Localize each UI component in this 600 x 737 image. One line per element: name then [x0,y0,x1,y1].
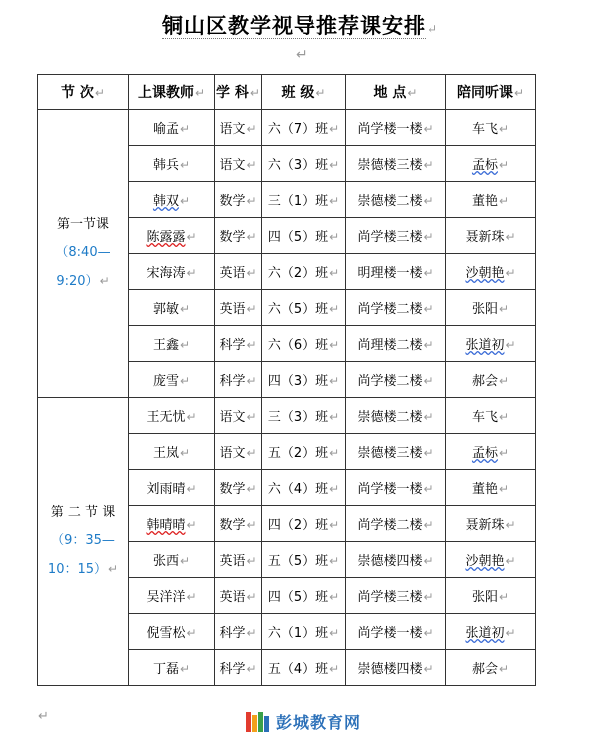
class-cell: 五（4）班↵ [262,650,346,686]
teacher-cell: 韩双↵ [129,182,215,218]
observer-cell: 聂新珠↵ [446,218,536,254]
period-name: 第 二 节 课 [50,505,116,520]
title-text: 铜山区教学视导推荐课安排 [161,13,426,38]
teacher-cell: 吴洋洋↵ [129,578,215,614]
class-cell: 四（5）班↵ [262,218,346,254]
class-cell: 六（4）班↵ [262,470,346,506]
class-cell: 三（3）班↵ [262,398,346,434]
class-cell: 六（5）班↵ [262,290,346,326]
teacher-cell: 丁磊↵ [129,650,215,686]
period-time: （9：35—10：15）↵ [47,533,119,577]
location-cell: 尚学楼一楼↵ [346,614,446,650]
header-observer: 陪同听课↵ [446,75,536,110]
teacher-cell: 韩兵↵ [129,146,215,182]
teacher-cell: 韩晴晴↵ [129,506,215,542]
period-cell [38,110,129,398]
header-location: 地 点↵ [346,75,446,110]
class-cell: 六（6）班↵ [262,326,346,362]
observer-cell: 车飞↵ [446,398,536,434]
location-cell: 尚学楼一楼↵ [346,110,446,146]
teacher-cell: 陈露露↵ [129,218,215,254]
location-cell: 尚学楼二楼↵ [346,362,446,398]
header-period: 节 次↵ [38,75,129,110]
observer-cell: 张道初↵ [446,326,536,362]
location-cell: 尚学楼三楼↵ [346,578,446,614]
empty-paragraph-mark: ↵ [296,47,308,63]
subject-cell: 科学↵ [215,614,262,650]
subject-cell: 语文↵ [215,398,262,434]
location-cell: 崇德楼四楼↵ [346,542,446,578]
class-cell: 六（3）班↵ [262,146,346,182]
subject-cell: 语文↵ [215,146,262,182]
location-cell: 崇德楼三楼↵ [346,146,446,182]
observer-cell: 郝会↵ [446,650,536,686]
header-subject: 学 科↵ [215,75,262,110]
observer-cell: 董艳↵ [446,470,536,506]
teacher-cell: 王无忧↵ [129,398,215,434]
teacher-cell: 喻孟↵ [129,110,215,146]
period-time: （8:40—9:20）↵ [55,245,111,289]
paragraph-mark: ↵ [426,22,439,36]
observer-cell: 张阳↵ [446,290,536,326]
class-cell: 三（1）班↵ [262,182,346,218]
page-title [0,10,600,40]
subject-cell: 英语↵ [215,578,262,614]
period-name: 第一节课 [56,217,109,232]
observer-cell: 聂新珠↵ [446,506,536,542]
location-cell: 明理楼一楼↵ [346,254,446,290]
logo-text: 彭城教育网 [276,713,362,732]
teacher-cell: 王鑫↵ [129,326,215,362]
location-cell: 尚学楼二楼↵ [346,506,446,542]
teacher-cell: 庞雪↵ [129,362,215,398]
header-class: 班 级↵ [262,75,346,110]
teacher-cell: 刘雨晴↵ [129,470,215,506]
class-cell: 四（2）班↵ [262,506,346,542]
observer-cell: 董艳↵ [446,182,536,218]
teacher-cell: 郭敏↵ [129,290,215,326]
location-cell: 崇德楼二楼↵ [346,182,446,218]
observer-cell: 孟标↵ [446,434,536,470]
table-row [38,398,536,434]
location-cell: 尚学楼二楼↵ [346,290,446,326]
books-icon [246,712,272,732]
subject-cell: 语文↵ [215,110,262,146]
class-cell: 六（2）班↵ [262,254,346,290]
site-logo [246,710,361,733]
teacher-cell: 王岚↵ [129,434,215,470]
subject-cell: 英语↵ [215,542,262,578]
subject-cell: 科学↵ [215,362,262,398]
teacher-cell: 宋海涛↵ [129,254,215,290]
observer-cell: 沙朝艳↵ [446,542,536,578]
observer-cell: 张阳↵ [446,578,536,614]
class-cell: 六（7）班↵ [262,110,346,146]
observer-cell: 沙朝艳↵ [446,254,536,290]
location-cell: 崇德楼二楼↵ [346,398,446,434]
teacher-cell: 张西↵ [129,542,215,578]
header-row [38,75,536,110]
subject-cell: 科学↵ [215,650,262,686]
location-cell: 尚学楼一楼↵ [346,470,446,506]
location-cell: 崇德楼三楼↵ [346,434,446,470]
period-cell [38,398,129,686]
subject-cell: 语文↵ [215,434,262,470]
subject-cell: 数学↵ [215,218,262,254]
subject-cell: 数学↵ [215,182,262,218]
class-cell: 五（5）班↵ [262,542,346,578]
end-paragraph-mark: ↵ [38,709,49,724]
subject-cell: 数学↵ [215,506,262,542]
table-row [38,110,536,146]
header-teacher: 上课教师↵ [129,75,215,110]
location-cell: 尚学楼三楼↵ [346,218,446,254]
observer-cell: 车飞↵ [446,110,536,146]
subject-cell: 英语↵ [215,254,262,290]
subject-cell: 数学↵ [215,470,262,506]
class-cell: 五（2）班↵ [262,434,346,470]
class-cell: 四（5）班↵ [262,578,346,614]
observer-cell: 孟标↵ [446,146,536,182]
observer-cell: 张道初↵ [446,614,536,650]
subject-cell: 英语↵ [215,290,262,326]
location-cell: 尚理楼二楼↵ [346,326,446,362]
teacher-cell: 倪雪松↵ [129,614,215,650]
table-body [38,110,536,686]
class-cell: 四（3）班↵ [262,362,346,398]
observer-cell: 郝会↵ [446,362,536,398]
location-cell: 崇德楼四楼↵ [346,650,446,686]
schedule-table [37,74,536,686]
subject-cell: 科学↵ [215,326,262,362]
class-cell: 六（1）班↵ [262,614,346,650]
